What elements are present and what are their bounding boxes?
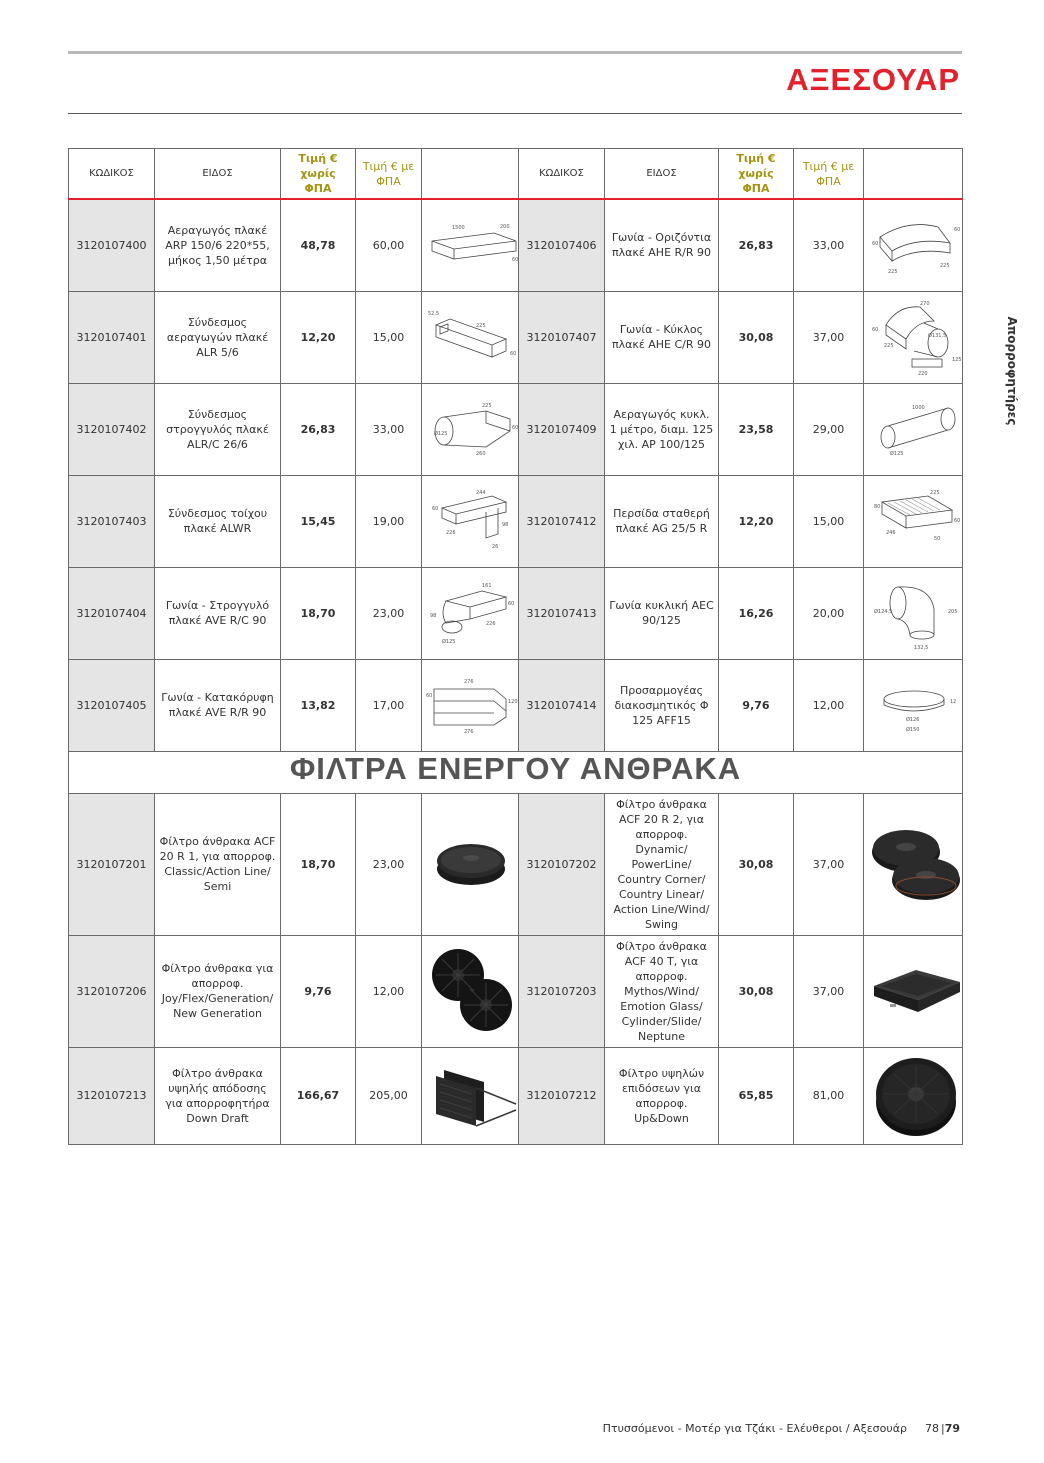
product-code: 3120107414: [519, 659, 605, 751]
table-row: [69, 1047, 963, 1144]
price-inc-vat: 19,00: [356, 475, 422, 567]
dim-label: 26: [492, 544, 499, 550]
dim-label: 60: [872, 241, 879, 248]
price-inc-vat: 81,00: [794, 1047, 864, 1144]
header-code-right: ΚΩΔΙΚΟΣ: [519, 149, 605, 200]
dim-label: 60: [512, 425, 519, 431]
dim-label: 226: [486, 621, 496, 627]
product-name: Φίλτρο άνθρακα υψηλής απόδοσης για απορροφητήρα Down Draft: [155, 1047, 281, 1144]
dim-label: 260: [476, 451, 486, 457]
horizontal-elbow-drawing: [864, 199, 963, 291]
header-price-inc: Τιμή € με ΦΠΑ: [356, 149, 422, 200]
header-type-right: ΕΙΔΟΣ: [605, 149, 719, 200]
price-ex-vat: 18,70: [281, 793, 356, 935]
product-name: Προσαρμογέας διακοσμητικός Φ 125 AFF15: [605, 659, 719, 751]
product-name: Σύνδεσμος αεραγωγών πλακέ ALR 5/6: [155, 291, 281, 383]
price-inc-vat: 33,00: [794, 199, 864, 291]
table-row: [69, 199, 963, 291]
dim-label: 244: [476, 490, 486, 496]
product-code: 3120107212: [519, 1047, 605, 1144]
section-header-row: [69, 751, 963, 793]
dim-label: 225: [930, 490, 940, 496]
dim-label: 1000: [912, 405, 925, 411]
product-code: 3120107213: [69, 1047, 155, 1144]
header-price-inc-right: Τιμή € με ΦΠΑ: [794, 149, 864, 200]
dim-label: 125: [952, 357, 962, 363]
dim-label: 270: [920, 301, 930, 307]
product-code: 3120107401: [69, 291, 155, 383]
price-inc-vat: 37,00: [794, 935, 864, 1047]
product-code: 3120107203: [519, 935, 605, 1047]
product-name: Φίλτρο άνθρακα ACF 20 R 1, για απορροφ. Classic/Action Line/ Semi: [155, 793, 281, 935]
dim-label: 246: [886, 530, 896, 536]
high-performance-round-filter-photo: [864, 1047, 963, 1144]
product-name: Αεραγωγός κυκλ. 1 μέτρο, διαμ. 125 χιλ. AP 100/125: [605, 383, 719, 475]
product-name: Σύνδεσμος στρογγυλός πλακέ ALR/C 26/6: [155, 383, 281, 475]
product-name: Φίλτρο υψηλών επιδόσεων για απορροφ. Up&Down: [605, 1047, 719, 1144]
price-ex-vat: 48,78: [281, 199, 356, 291]
dim-label: 225: [476, 323, 486, 329]
dim-label: 225: [884, 343, 894, 349]
header-image-blank-right: [864, 149, 963, 200]
product-code: 3120107412: [519, 475, 605, 567]
dim-label: 120: [508, 699, 518, 705]
round-flat-connector-drawing: [422, 383, 519, 475]
product-name: Φίλτρο άνθρακα για απορροφ. Joy/Flex/Generation/ New Generation: [155, 935, 281, 1047]
dim-label: 225: [888, 269, 898, 276]
product-code: 3120107413: [519, 567, 605, 659]
footer-text: Πτυσσόμενοι - Μοτέρ για Τζάκι - Ελέυθεροι / Αξεσουάρ: [602, 1422, 907, 1435]
dim-label: Ø124,5: [874, 609, 893, 615]
dim-label: 276: [464, 679, 474, 685]
product-name: Φίλτρο άνθρακα ACF 20 R 2, για απορροφ. Dynamic/ PowerLine/ Country Corner/ Country Linear/ Action Line/Wind/ Swing: [605, 793, 719, 935]
table-header-row: [69, 149, 963, 200]
header-price-ex: Τιμή € χωρίς ΦΠΑ: [281, 149, 356, 200]
product-code: 3120107201: [69, 793, 155, 935]
header-type: ΕΙΔΟΣ: [155, 149, 281, 200]
product-name: Σύνδεσμος τοίχου πλακέ ALWR: [155, 475, 281, 567]
footer-page-sep: |: [940, 1422, 945, 1435]
footer-page-right: 79: [944, 1422, 960, 1435]
table-row: [69, 475, 963, 567]
title-rule: [68, 113, 962, 114]
price-ex-vat: 65,85: [719, 1047, 794, 1144]
price-inc-vat: 37,00: [794, 291, 864, 383]
twin-perforated-filter-photo: [422, 935, 519, 1047]
dim-label: Ø126: [906, 717, 920, 723]
dim-label: 60: [954, 518, 961, 524]
table-row: [69, 659, 963, 751]
page-footer: [603, 1422, 960, 1435]
downdraft-filter-photo: [422, 1047, 519, 1144]
dim-label: 50: [934, 536, 941, 542]
product-name: Γωνία - Κύκλος πλακέ AHE C/R 90: [605, 291, 719, 383]
footer-page-left: 78: [924, 1422, 939, 1435]
accessories-table: [68, 148, 963, 1145]
price-inc-vat: 205,00: [356, 1047, 422, 1144]
header-code: ΚΩΔΙΚΟΣ: [69, 149, 155, 200]
dim-label: 1500: [452, 225, 465, 232]
product-name: Γωνία - Στρογγυλό πλακέ AVE R/C 90: [155, 567, 281, 659]
dim-label: 161: [482, 583, 492, 589]
dim-label: 276: [464, 729, 474, 735]
price-ex-vat: 9,76: [281, 935, 356, 1047]
single-round-filter-photo: [422, 793, 519, 935]
price-inc-vat: 23,00: [356, 567, 422, 659]
product-name: Αεραγωγός πλακέ ARP 150/6 220*55, μήκος 1,50 μέτρα: [155, 199, 281, 291]
dim-label: 98: [430, 613, 437, 619]
product-code: 3120107403: [69, 475, 155, 567]
price-inc-vat: 15,00: [356, 291, 422, 383]
table-row: [69, 291, 963, 383]
product-code: 3120107405: [69, 659, 155, 751]
price-ex-vat: 23,58: [719, 383, 794, 475]
dim-label: 220: [918, 371, 928, 377]
price-ex-vat: 166,67: [281, 1047, 356, 1144]
price-ex-vat: 30,08: [719, 291, 794, 383]
dim-label: 52,5: [428, 311, 440, 317]
top-rule: [68, 51, 962, 54]
price-ex-vat: 15,45: [281, 475, 356, 567]
dim-label: Ø150: [906, 727, 920, 733]
round-vertical-elbow-drawing: [422, 567, 519, 659]
price-ex-vat: 30,08: [719, 935, 794, 1047]
louvre-grille-drawing: [864, 475, 963, 567]
price-inc-vat: 37,00: [794, 793, 864, 935]
price-inc-vat: 12,00: [356, 935, 422, 1047]
page-title: ΑΞΕΣΟΥΑΡ: [786, 62, 960, 97]
dim-label: Ø131,5: [928, 333, 947, 339]
price-ex-vat: 13,82: [281, 659, 356, 751]
header-price-ex-right: Τιμή € χωρίς ΦΠΑ: [719, 149, 794, 200]
product-name: Φίλτρο άνθρακα ACF 40 T, για απορροφ. Mythos/Wind/ Emotion Glass/ Cylinder/Slide/ Neptune: [605, 935, 719, 1047]
vertical-elbow-drawing: [422, 659, 519, 751]
side-label-text: Απορροφητήρες: [1005, 316, 1019, 426]
product-code: 3120107406: [519, 199, 605, 291]
rectangular-filter-photo: [864, 935, 963, 1047]
product-code: 3120107404: [69, 567, 155, 659]
price-inc-vat: 15,00: [794, 475, 864, 567]
dim-label: 132,5: [914, 645, 929, 651]
dim-label: 200: [500, 224, 510, 231]
price-inc-vat: 29,00: [794, 383, 864, 475]
dim-label: Ø125: [434, 431, 448, 437]
table-row: [69, 567, 963, 659]
price-ex-vat: 26,83: [719, 199, 794, 291]
price-ex-vat: 12,20: [719, 475, 794, 567]
price-ex-vat: 12,20: [281, 291, 356, 383]
product-name: Γωνία κυκλική AEC 90/125: [605, 567, 719, 659]
circular-elbow-drawing: [864, 567, 963, 659]
price-ex-vat: 30,08: [719, 793, 794, 935]
product-name: Γωνία - Οριζόντια πλακέ AHE R/R 90: [605, 199, 719, 291]
price-inc-vat: 12,00: [794, 659, 864, 751]
price-ex-vat: 26,83: [281, 383, 356, 475]
dim-label: 60: [512, 257, 519, 264]
round-duct-drawing: [864, 383, 963, 475]
product-code: 3120107202: [519, 793, 605, 935]
duct-connector-drawing: [422, 291, 519, 383]
dim-label: 60: [432, 506, 439, 512]
wall-connector-drawing: [422, 475, 519, 567]
round-elbow-drawing: [864, 291, 963, 383]
product-code: 3120107400: [69, 199, 155, 291]
product-code: 3120107402: [69, 383, 155, 475]
dim-label: 205: [948, 609, 958, 615]
product-code: 3120107206: [69, 935, 155, 1047]
table-row: [69, 935, 963, 1047]
price-inc-vat: 20,00: [794, 567, 864, 659]
header-image-blank: [422, 149, 519, 200]
double-round-filter-photo: [864, 793, 963, 935]
product-name: Γωνία - Κατακόρυφη πλακέ AVE R/R 90: [155, 659, 281, 751]
flat-duct-drawing: [422, 199, 519, 291]
product-name: Περσίδα σταθερή πλακέ AG 25/5 R: [605, 475, 719, 567]
price-inc-vat: 23,00: [356, 793, 422, 935]
dim-label: 60: [426, 693, 433, 699]
side-label: [1002, 316, 1022, 426]
price-inc-vat: 60,00: [356, 199, 422, 291]
dim-label: 226: [446, 530, 456, 536]
price-inc-vat: 17,00: [356, 659, 422, 751]
dim-label: 60: [510, 351, 517, 357]
dim-label: 12: [950, 699, 957, 705]
dim-label: 225: [940, 263, 950, 270]
dim-label: 60: [954, 227, 961, 234]
dim-label: 225: [482, 403, 492, 409]
dim-label: 60: [508, 601, 515, 607]
dim-label: 60: [872, 327, 879, 333]
product-code: 3120107409: [519, 383, 605, 475]
price-ex-vat: 16,26: [719, 567, 794, 659]
table-row: [69, 793, 963, 935]
section-title-cell: [69, 751, 963, 793]
dim-label: Ø125: [890, 451, 904, 457]
dim-label: Ø125: [442, 639, 456, 645]
dim-label: 98: [502, 522, 509, 528]
decorative-adapter-drawing: [864, 659, 963, 751]
price-ex-vat: 18,70: [281, 567, 356, 659]
dim-label: 80: [874, 504, 881, 510]
section-title: ΦΙΛΤΡΑ ΕΝΕΡΓΟΥ ΑΝΘΡΑΚΑ: [289, 751, 742, 786]
table-row: [69, 383, 963, 475]
product-code: 3120107407: [519, 291, 605, 383]
price-ex-vat: 9,76: [719, 659, 794, 751]
price-inc-vat: 33,00: [356, 383, 422, 475]
